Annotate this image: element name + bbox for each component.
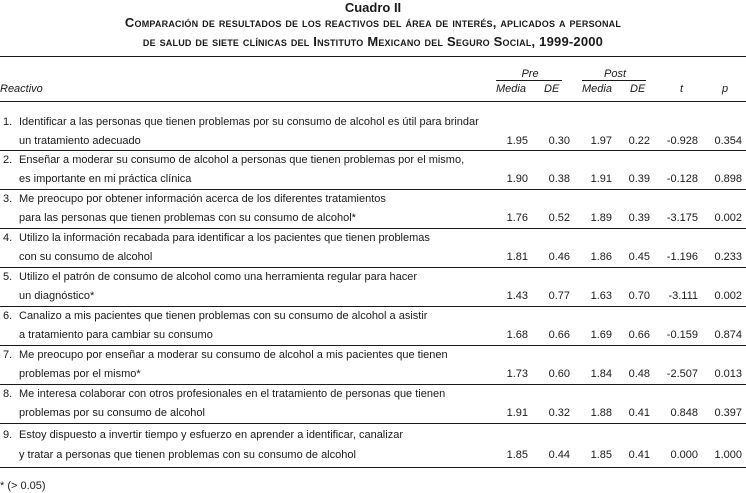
pre-media-value: 1.91 xyxy=(506,407,528,419)
t-value: -3.111 xyxy=(668,290,698,302)
post-de-value: 0.39 xyxy=(628,212,650,224)
row-text-line-1: Utilizo el patrón de consumo de alcohol como una herramienta regular para hacer xyxy=(19,271,418,283)
row-divider xyxy=(0,306,746,307)
row-text-line-1: Me interesa colaborar con otros profesionales en el tratamiento de personas que tienen xyxy=(19,388,446,400)
t-value: -2.507 xyxy=(666,368,698,380)
pre-media-value: 1.73 xyxy=(506,368,528,380)
row-number: 7. xyxy=(3,349,13,361)
pre-media-value: 1.81 xyxy=(506,251,528,263)
row-text-line-1: Enseñar a moderar su consumo de alcohol a personas que tienen problemas por el mismo, xyxy=(19,154,465,166)
post-media-value: 1.84 xyxy=(590,368,612,380)
pre-media-value: 1.43 xyxy=(506,290,528,302)
row-text-line-2: un diagnóstico* xyxy=(19,290,95,302)
table-top-rule xyxy=(0,56,746,57)
row-text-line-2: un tratamiento adecuado xyxy=(19,135,141,147)
row-number: 3. xyxy=(3,193,13,205)
pre-media-value: 1.90 xyxy=(506,173,528,185)
p-value: 0.397 xyxy=(714,407,742,419)
row-number: 9. xyxy=(3,429,13,441)
row-text-line-1: Me preocupo por enseñar a moderar su consumo de alcohol a mis pacientes que tienen xyxy=(19,349,448,361)
table-title-line-2: de salud de siete clínicas del Instituto Mexicano del Seguro Social, 1999-2000 xyxy=(142,34,604,49)
pre-de-value: 0.52 xyxy=(548,212,570,224)
post-de-value: 0.39 xyxy=(628,173,650,185)
post-de-value: 0.70 xyxy=(628,290,650,302)
row-text-line-2: problemas por el mismo* xyxy=(19,368,141,380)
post-de-value: 0.41 xyxy=(628,407,650,419)
post-media-value: 1.63 xyxy=(590,290,612,302)
post-media-value: 1.88 xyxy=(590,407,612,419)
pre-group-underline xyxy=(496,80,562,81)
post-de-value: 0.41 xyxy=(628,449,650,461)
pre-media-value: 1.76 xyxy=(506,212,528,224)
t-value: -0.128 xyxy=(666,173,698,185)
t-value: -1.196 xyxy=(666,251,698,263)
p-value: 0.354 xyxy=(714,135,742,147)
pre-de-value: 0.77 xyxy=(548,290,570,302)
pre-media-value: 1.85 xyxy=(506,449,528,461)
p-value: 0.002 xyxy=(714,290,742,302)
row-divider xyxy=(0,150,746,151)
table-bottom-rule xyxy=(0,467,746,468)
row-text-line-2: es importante en mi práctica clínica xyxy=(19,173,192,185)
row-text-line-2: con su consumo de alcohol xyxy=(19,251,153,263)
row-number: 5. xyxy=(3,271,13,283)
post-group-underline xyxy=(582,80,646,81)
t-value: 0.848 xyxy=(670,407,698,419)
post-de-value: 0.66 xyxy=(628,329,650,341)
row-text-line-1: Utilizo la información recabada para identificar a los pacientes que tienen problemas xyxy=(19,232,430,244)
post-media-value: 1.86 xyxy=(590,251,612,263)
row-text-line-1: Estoy dispuesto a invertir tiempo y esfuerzo en aprender a identificar, canalizar xyxy=(19,429,403,441)
pre-de-header: DE xyxy=(544,83,560,95)
pre-media-header: Media xyxy=(496,83,526,95)
p-value: 0.002 xyxy=(714,212,742,224)
t-value: -3.175 xyxy=(666,212,698,224)
pre-de-value: 0.32 xyxy=(548,407,570,419)
t-value: 0.000 xyxy=(670,449,698,461)
pre-de-value: 0.38 xyxy=(548,173,570,185)
row-text-line-1: Canalizo a mis pacientes que tienen problemas con su consumo de alcohol a asistir xyxy=(19,310,428,322)
table-number: Cuadro II xyxy=(344,0,402,15)
post-media-value: 1.97 xyxy=(590,135,612,147)
post-de-value: 0.45 xyxy=(628,251,650,263)
row-text-line-2: para las personas que tienen problemas con su consumo de alcohol* xyxy=(19,212,356,224)
row-number: 1. xyxy=(3,116,13,128)
row-divider xyxy=(0,228,746,229)
p-header: p xyxy=(722,83,729,95)
pre-de-value: 0.60 xyxy=(548,368,570,380)
post-de-value: 0.22 xyxy=(628,135,650,147)
row-text-line-2: problemas por su consumo de alcohol xyxy=(19,407,205,419)
row-text-line-2: y tratar a personas que tienen problemas con su consumo de alcohol xyxy=(19,449,356,461)
pre-de-value: 0.66 xyxy=(548,329,570,341)
pre-de-value: 0.46 xyxy=(548,251,570,263)
row-divider xyxy=(0,345,746,346)
post-media-value: 1.85 xyxy=(590,449,612,461)
row-text-line-1: Identificar a las personas que tienen problemas por su consumo de alcohol es útil para brindar xyxy=(19,116,479,128)
t-value: -0.928 xyxy=(666,135,698,147)
p-value: 0.898 xyxy=(714,173,742,185)
row-number: 6. xyxy=(3,310,13,322)
post-media-value: 1.91 xyxy=(590,173,612,185)
t-value: -0.159 xyxy=(666,329,698,341)
post-media-header: Media xyxy=(582,83,612,95)
row-number: 2. xyxy=(3,154,13,166)
pre-group-header: Pre xyxy=(521,68,539,80)
row-divider xyxy=(0,423,746,424)
post-de-header: DE xyxy=(630,83,646,95)
table-footnote: * (> 0.05) xyxy=(0,480,46,492)
table-title-line-1: Comparación de resultados de los reactivos del área de interés, aplicados a personal xyxy=(124,15,622,30)
p-value: 1.000 xyxy=(714,449,742,461)
p-value: 0.233 xyxy=(714,251,742,263)
post-media-value: 1.69 xyxy=(590,329,612,341)
p-value: 0.874 xyxy=(714,329,742,341)
post-media-value: 1.89 xyxy=(590,212,612,224)
row-text-line-1: Me preocupo por obtener información acerca de los diferentes tratamientos xyxy=(19,193,386,205)
row-divider xyxy=(0,267,746,268)
row-divider xyxy=(0,189,746,190)
post-de-value: 0.48 xyxy=(628,368,650,380)
pre-de-value: 0.30 xyxy=(548,135,570,147)
pre-de-value: 0.44 xyxy=(548,449,570,461)
row-text-line-2: a tratamiento para cambiar su consumo xyxy=(19,329,213,341)
pre-media-value: 1.68 xyxy=(506,329,528,341)
p-value: 0.013 xyxy=(714,368,742,380)
header-rule xyxy=(0,101,746,102)
t-header: t xyxy=(680,83,684,95)
pre-media-value: 1.95 xyxy=(506,135,528,147)
row-number: 8. xyxy=(3,388,13,400)
row-divider xyxy=(0,384,746,385)
post-group-header: Post xyxy=(603,68,626,80)
row-number: 4. xyxy=(3,232,13,244)
reactivo-header: Reactivo xyxy=(0,83,43,95)
